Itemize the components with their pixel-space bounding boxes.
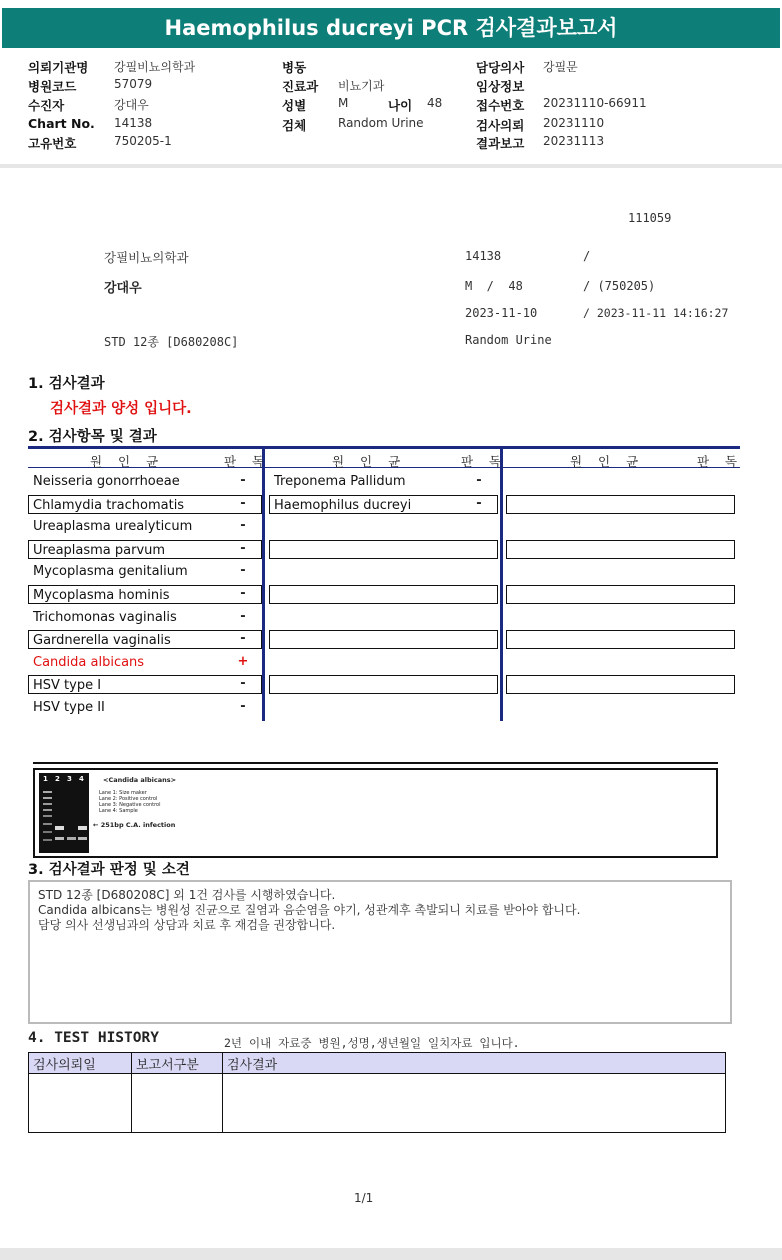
pathogen-result: - [476, 496, 482, 511]
gel-legend [99, 790, 161, 814]
header-label: 병동 [282, 60, 307, 75]
comment-line: 담당 의사 선생님과의 상담과 치료 후 재검을 권장합니다. [38, 918, 336, 932]
header-result-2: 판 독 [461, 454, 508, 469]
pathogen-result: - [476, 473, 482, 488]
test-name: STD 12종 [D680208C] [104, 335, 239, 349]
pathogen-result: - [240, 699, 246, 714]
header-value: 강필문 [543, 60, 578, 74]
header-value: 강필비뇨의학과 [114, 60, 196, 74]
gel-title: <Candida albicans> [103, 776, 177, 784]
header-label: 담당의사 [476, 60, 525, 75]
pathogen-result: + [237, 654, 249, 669]
pathogen-result: - [240, 541, 246, 556]
pathogen-result: - [240, 631, 246, 646]
header-result-1: 판 독 [224, 454, 271, 469]
age-label: 나이 [388, 98, 413, 113]
header-label: 접수번호 [476, 98, 525, 113]
header-value: Random Urine [338, 116, 424, 130]
comment-line: Candida albicans는 병원성 진균으로 질염과 음순염을 야기, 성관계후 촉발되니 치료를 받아야 합니다. [38, 903, 581, 917]
pathogen-name: HSV type I [28, 675, 262, 694]
specimen-type: Random Urine [465, 333, 552, 347]
header-pathogen-2: 원 인 균 [332, 454, 407, 469]
header-value: 비뇨기과 [338, 79, 385, 93]
header-label: 성별 [282, 98, 307, 113]
empty-cell [506, 540, 735, 559]
empty-cell [506, 495, 735, 514]
legend-line: Lane 4: Sample [99, 808, 138, 814]
gel-top-rule [33, 762, 718, 764]
legend-line: Lane 3: Negative control [99, 802, 161, 808]
gel-image [39, 773, 89, 853]
section2-title: 2. 검사항목 및 결과 [28, 429, 157, 445]
pathogen-result: - [240, 496, 246, 511]
lab-code: 111059 [628, 211, 672, 225]
header-label: 임상정보 [476, 79, 525, 94]
section4-title: 4. TEST HISTORY [28, 1030, 159, 1046]
header-value: 강대우 [114, 98, 149, 112]
header-value: 57079 [114, 77, 153, 91]
header-label: 의뢰기관명 [28, 60, 89, 75]
pathogen-name: Treponema Pallidum [274, 474, 406, 489]
header-label: 진료과 [282, 79, 319, 94]
lane-number: 3 [67, 775, 72, 783]
empty-cell [269, 540, 498, 559]
legend-line: Lane 1: Size maker [99, 790, 147, 796]
gel-arrow-label [93, 821, 175, 829]
header-value: 20231113 [543, 134, 605, 148]
header-divider [0, 164, 782, 168]
header-value: 20231110-66911 [543, 96, 647, 110]
arrow-left-icon: ← [93, 821, 99, 829]
lane-number: 1 [43, 775, 48, 783]
header-pathogen-3: 원 인 균 [570, 454, 645, 469]
header-value: 14138 [114, 116, 153, 130]
header-label: 검사의뢰 [476, 118, 525, 133]
history-col-result: 검사결과 [223, 1053, 726, 1074]
header-value: 20231110 [543, 116, 605, 130]
table-top-border [28, 446, 740, 449]
pathogen-name: Trichomonas vaginalis [33, 610, 177, 625]
empty-cell [506, 585, 735, 604]
history-table [28, 1052, 726, 1133]
lane-number: 4 [79, 775, 84, 783]
lane-number: 2 [55, 775, 60, 783]
request-date: 2023-11-10 [465, 306, 538, 320]
chart-number: 14138 [465, 249, 502, 263]
empty-cell [269, 630, 498, 649]
header-label: 고유번호 [28, 136, 77, 151]
pathogen-name: Ureaplasma urealyticum [33, 519, 193, 534]
empty-cell [269, 675, 498, 694]
gel-band-label: 251bp C.A. infection [100, 821, 176, 829]
pathogen-name: Neisseria gonorrhoeae [33, 474, 180, 489]
header-label: 병원코드 [28, 79, 77, 94]
page-bottom-band [0, 1248, 782, 1260]
header-label: 검체 [282, 118, 307, 133]
pathogen-name: HSV type II [33, 700, 105, 715]
header-value: 750205-1 [114, 134, 172, 148]
header-pathogen-1: 원 인 균 [90, 454, 165, 469]
pathogen-result: - [240, 676, 246, 691]
header-label: 수진자 [28, 98, 65, 113]
empty-cell [506, 675, 735, 694]
gel-image-panel [33, 768, 718, 858]
pathogen-result: - [240, 518, 246, 533]
report-title: Haemophilus ducreyi PCR 검사결과보고서 [2, 8, 780, 48]
history-col-date: 검사의뢰일 [29, 1053, 132, 1074]
section1-title: 1. 검사결과 [28, 376, 105, 392]
pathogen-result: - [240, 586, 246, 601]
pathogen-name: Chlamydia trachomatis [28, 495, 262, 514]
empty-cell [506, 630, 735, 649]
pathogen-result: - [240, 563, 246, 578]
history-note: 2년 이내 자료중 병원,성명,생년월일 일치자료 입니다. [224, 1036, 520, 1050]
pathogen-result: - [240, 609, 246, 624]
pathogen-name: Ureaplasma parvum [28, 540, 262, 559]
pathogen-name: Haemophilus ducreyi [269, 495, 498, 514]
gel-bands [39, 773, 89, 853]
pathogen-name: Candida albicans [33, 655, 145, 670]
comment-box [28, 880, 732, 1024]
pathogen-result: - [240, 473, 246, 488]
empty-cell [269, 585, 498, 604]
history-col-type: 보고서구분 [132, 1053, 223, 1074]
page-number: 1/1 [354, 1191, 374, 1205]
pathogen-name: Mycoplasma hominis [28, 585, 262, 604]
patient-name: 강대우 [104, 281, 142, 296]
header-result-3: 판 독 [697, 454, 744, 469]
pathogen-name: Gardnerella vaginalis [28, 630, 262, 649]
header-value: M [338, 96, 349, 110]
section3-title: 3. 검사결과 판정 및 소견 [28, 862, 190, 878]
hospital-name: 강필비뇨의학과 [104, 250, 189, 265]
patient-id: / (750205) [583, 279, 656, 293]
legend-line: Lane 2: Positive control [99, 796, 158, 802]
chart-slash: / [583, 249, 591, 263]
report-datetime: / 2023-11-11 14:16:27 [583, 306, 729, 320]
result-summary: 검사결과 양성 입니다. [50, 401, 192, 417]
pathogen-name: Mycoplasma genitalium [33, 564, 188, 579]
age-value: 48 [427, 96, 443, 110]
header-label: 결과보고 [476, 136, 525, 151]
comment-line: STD 12종 [D680208C] 외 1건 검사를 시행하였습니다. [38, 888, 336, 902]
sex-age: M / 48 [465, 279, 523, 293]
header-label: Chart No. [28, 116, 95, 131]
